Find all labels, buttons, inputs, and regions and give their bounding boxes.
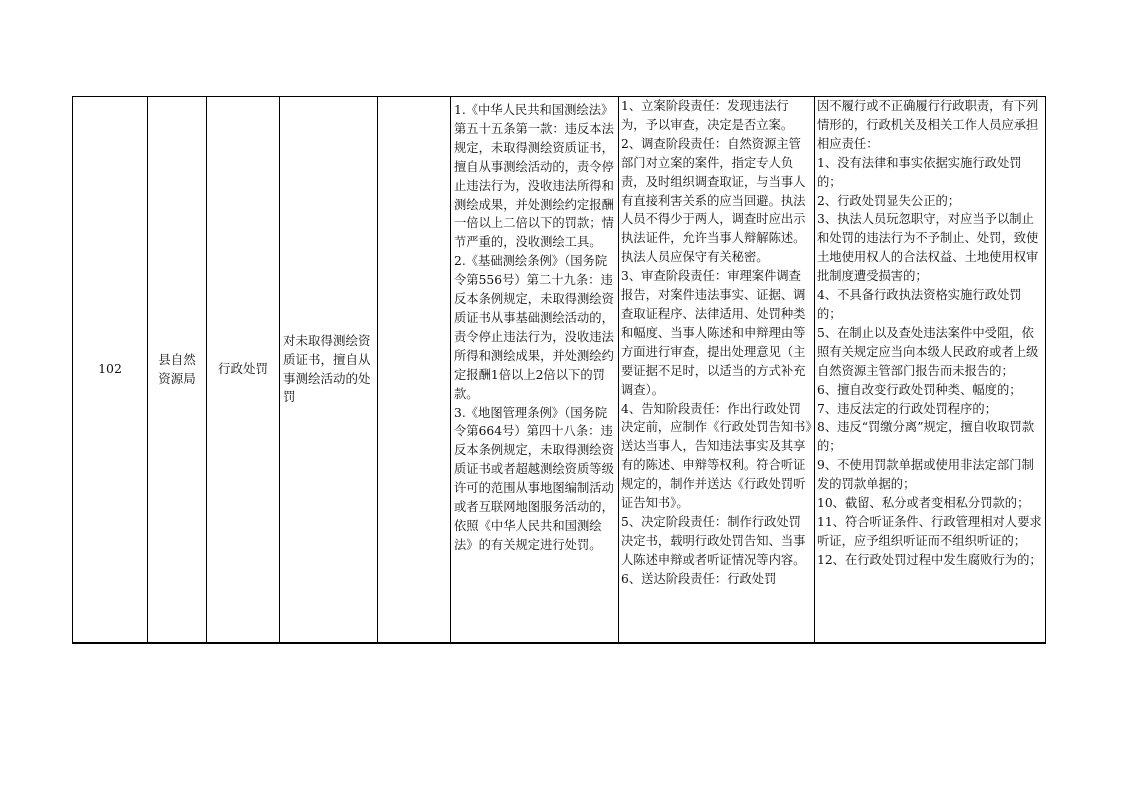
responsibility-item: 5、决定阶段责任：制作行政处罚决定书，载明行政处罚告知、当事人陈述申辩或者听证情况等内容。 xyxy=(621,514,806,567)
legal-basis-cell xyxy=(454,97,616,642)
category-cell xyxy=(207,97,279,642)
accountability-item: 2、行政处罚显失公正的； xyxy=(817,193,961,208)
accountability-item: 1、没有法律和事实依据实施行政处罚的； xyxy=(817,155,1022,189)
column-divider xyxy=(377,97,378,642)
penalty-category: 行政处罚 xyxy=(217,361,268,377)
accountability-item: 10、截留、私分或者变相私分罚款的； xyxy=(817,496,1030,511)
legal-basis-item: 1.《中华人民共和国测绘法》第五十五条第一款：违反本法规定，未取得测绘资质证书，擅自从事测绘活动的，责令停止违法行为，没收违法所得和测绘成果，并处测绘约定报酬一倍以上二倍以下的罚款；情节严重的，没收测绘工具。 xyxy=(454,103,614,250)
accountability-item: 5、在制止以及查处违法案件中受阻，依照有关规定应当向本级人民政府或者上级自然资源主管部门报告而未报告的； xyxy=(817,325,1039,378)
column-divider xyxy=(814,97,815,642)
accountability-item: 12、在行政处罚过程中发生腐败行为的； xyxy=(817,552,1042,567)
item-name-cell xyxy=(280,97,377,642)
accountability-item: 6、擅自改变行政处罚种类、幅度的； xyxy=(817,382,1022,397)
record-table xyxy=(72,96,1046,644)
accountability-cell xyxy=(817,97,1045,642)
column-divider xyxy=(618,97,619,642)
row-number-cell xyxy=(73,97,147,642)
legal-basis-item: 3.《地图管理条例》（国务院令第664号）第四十八条：违反本条例规定，未取得测绘资质证书或者超越测绘资质等级许可的范围从事地图编制活动或者互联网地图服务活动的，依照《中华人民共和国测绘法》的有关规定进行处罚。 xyxy=(454,405,614,552)
responsibility-item: 4、告知阶段责任：作出行政处罚决定前，应制作《行政处罚告知书》送达当事人，告知违法事实及其享有的陈述、申辩等权利。符合听证规定的，制作并送达《行政处罚听证告知书》。 xyxy=(621,401,812,511)
accountability-item: 3、执法人员玩忽职守，对应当予以制止和处罚的违法行为不予制止、处罚，致使土地使用权人的合法权益、土地使用权审批制度遭受损害的； xyxy=(817,212,1039,284)
responsibility-item: 1、立案阶段责任：发现违法行为，予以审查，决定是否立案。 xyxy=(621,99,794,132)
responsibility-item: 3、审查阶段责任：审理案件调查报告，对案件违法事实、证据、调查取证程序、法律适用、处罚种类和幅度、当事人陈述和申辩理由等方面进行审查，提出处理意见（主要证据不足时，以适当的方式补充调查）。 xyxy=(621,269,806,397)
department-cell xyxy=(148,97,206,642)
accountability-item: 4、不具备行政执法资格实施行政处罚的； xyxy=(817,288,1022,321)
legal-basis-item: 2.《基础测绘条例》（国务院令第556号）第二十九条：违反本条例规定，未取得测绘资质证书从事基础测绘活动的，责令停止违法行为，没收违法所得和测绘成果，并处测绘约定报酬1倍以上2倍以下的罚款。 xyxy=(454,254,614,401)
accountability-item: 8、违反“罚缴分离”规定，擅自收取罚款的； xyxy=(817,420,1035,454)
accountability-item: 7、违反法定的行政处罚程序的； xyxy=(817,401,997,416)
item-name: 对未取得测绘资质证书，擅自从事测绘活动的处罚 xyxy=(283,332,371,405)
department-name: 县自然资源局 xyxy=(158,351,196,386)
row-number: 102 xyxy=(98,361,122,377)
responsibility-cell xyxy=(621,97,813,642)
accountability-item: 因不履行或不正确履行行政职责，有下列情形的，行政机关及相关工作人员应承担相应责任： xyxy=(817,99,1039,151)
accountability-item: 9、不使用罚款单据或使用非法定部门制发的罚款单据的； xyxy=(817,458,1034,492)
responsibility-item: 2、调查阶段责任：自然资源主管部门对立案的案件，指定专人负责，及时组织调查取证，与当事人有直接利害关系的应当回避。执法人员不得少于两人，调查时应出示执法证件，允许当事人辩解陈述。执法人员应保守有关秘密。 xyxy=(621,136,806,265)
accountability-item: 11、符合听证条件、行政管理相对人要求听证，应予组织听证而不组织听证的； xyxy=(817,514,1042,548)
responsibility-item: 6、送达阶段责任：行政处罚 xyxy=(621,571,777,586)
